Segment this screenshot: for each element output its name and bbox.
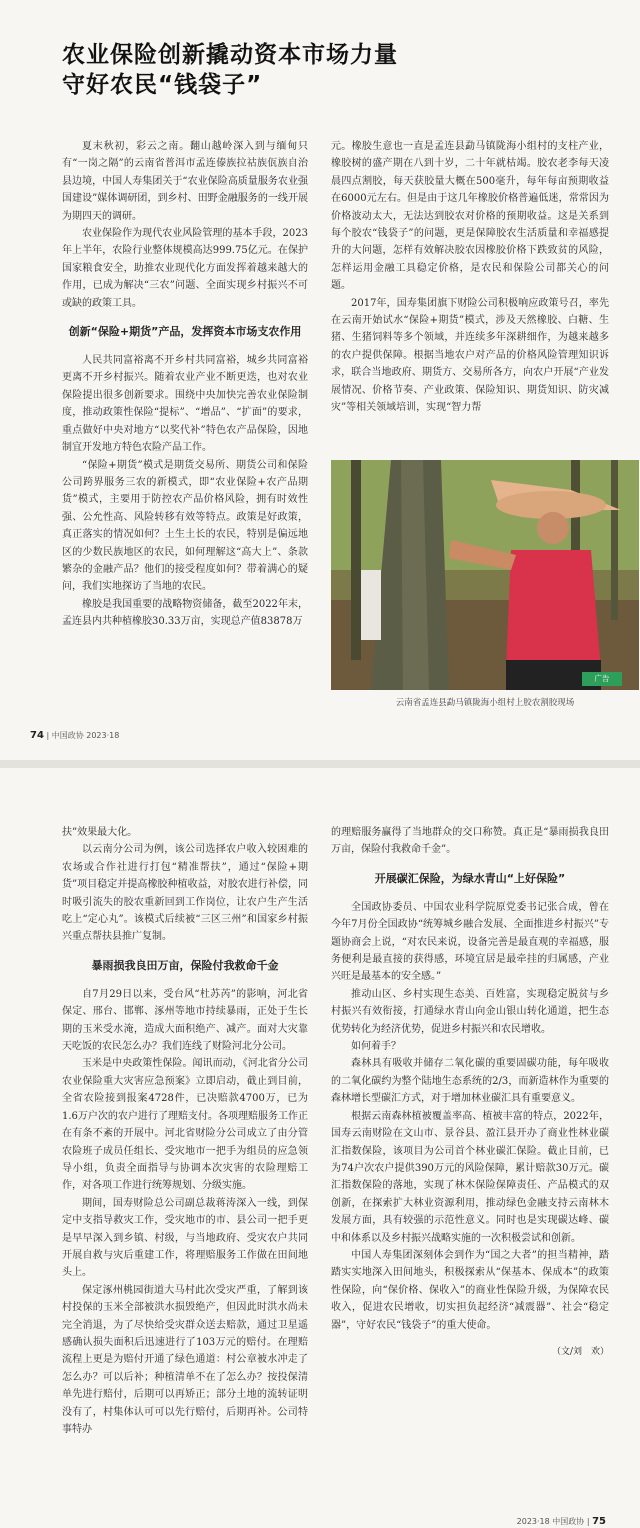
page75-left-column bbox=[62, 824, 308, 1512]
paragraph: 以云南分公司为例，该公司选择农户收入较困难的农场或合作社进行打包“精准帮扶”，通过“保险+期货”项目稳定并提高橡胶种植收益，对胶农进行补偿，同时吸引流失的胶农重新回到工作岗位，让农户生产生活吃上“定心丸”。该模式后续被“三区三州”和国家乡村振兴重点帮扶县推广复制。 bbox=[62, 844, 308, 943]
paragraph: 全国政协委员、中国农业科学院原党委书记张合成，曾在今年7月份全国政协“统筹城乡融合发展、全面推进乡村振兴”专题协商会上说，“对农民来说，设备完善是最直观的幸福感，服务便利是最直接的获得感，环境宜居是最牵挂的归属感，产业兴旺是最基本的安全感。” bbox=[331, 901, 609, 983]
paragraph: 元。橡胶生意也一直是孟连县勐马镇陇海小组村的支柱产业，橡胶树的盛产期在八到十岁，二十年就枯竭。胶农老李每天凌晨四点割胶，每天获胶量大概在500毫升，每年每亩预期收益在6000元左右。但是由于这几年橡胶价格普遍低迷，常常因为价格波动太大，无法达到胶农对价格的预期收益。这是关系到每个胶农“钱袋子”的问题，更是保障胶农生活质量和幸福感提升的大问题，怎样有效解决胶农因橡胶价格下跌致贫的风险，怎样运用金融工具稳定价格，是农民和保险公司都关心的问题。 bbox=[331, 141, 609, 292]
page-folio-74 bbox=[30, 730, 119, 741]
paragraph: 夏末秋初，彩云之南。翻山越岭深入到与缅甸只有“一岗之隔”的云南省普洱市孟连傣族拉祜族佤族自治县边境，中国人寿集团关于“农业保险高质量服务农业强国建设”媒体调研团，到乡村、田野金融服务的一线开展为期四天的调研。 bbox=[62, 141, 308, 222]
paragraph: 玉米是中央政策性保险。闻讯而动，《河北省分公司农业保险重大灾害应急预案》立即启动，截止到目前，全省农险接到报案4728件，已决赔款4700万，已为1.6万户次的农户进行了理赔支付。各项理赔服务工作正在有条不紊的开展中。河北省财险分公司成立了由分管农险班子成员任组长、受灾地市一把手为组员的应急领导小组，负责全面指导与协调本次灾害的农险理赔工作，对各项工作进行统筹规划、分级实施。 bbox=[62, 1058, 308, 1192]
paragraph: 自7月29日以来，受台风“杜苏芮”的影响，河北省保定、邢台、邯郸、涿州等地市持续暴雨，正处于生长期的玉米受水淹，造成大面积绝产、减产。面对大灾靠天吃饭的农民怎么办？我们连线了财险河北分公司。 bbox=[62, 988, 308, 1053]
paragraph: 根据云南森林植被覆盖率高、植被丰富的特点，2022年，国寿云南财险在文山市、景谷县、盈江县开办了商业性林业碳汇指数保险，该项目为公司首个林业碳汇保险。截止目前，已为74户次农户提供390万元的风险保障，累计赔款30万元。碳汇指数保险的落地，实现了林木保险保障责任、产品模式的双创新，在探索扩大林业资源利用，推动绿色金融支持云南林木发展方面，具有较强的示范性意义。同时也是实现碳达峰、碳中和体系以及乡村振兴战略实施的一次积极尝试和创新。 bbox=[331, 1110, 609, 1244]
paragraph: 农业保险作为现代农业风险管理的基本手段，2023年上半年，农险行业整体规模高达999.75亿元。在保护国家粮食安全，助推农业现代化方面发挥着越来越大的作用，已成为解决“三农”问题、全面实现乡村振兴不可或缺的政策工具。 bbox=[62, 228, 308, 309]
page75-right-column bbox=[331, 824, 609, 1494]
paragraph: 森林具有吸收并储存二氧化碳的重要固碳功能，每年吸收的二氧化碳约为整个陆地生态系统的2/3，而新造林作为重要的森林增长型碳汇方式，对于增加林业碳汇具有重要意义。 bbox=[331, 1058, 609, 1105]
magazine-issue: | 中国政协 2023·18 bbox=[46, 731, 120, 740]
section-heading: 开展碳汇保险，为绿水青山“上好保险” bbox=[374, 871, 566, 885]
paragraph: 推动山区、乡村实现生态美、百姓富，实现稳定脱贫与乡村振兴有效衔接，打通绿水青山向金山银山转化通道，把生态优势转化为经济优势，促进乡村振兴和农民增收。 bbox=[331, 988, 609, 1035]
photo-caption: 云南省孟连县勐马镇陇海小组村上胶农割胶现场 bbox=[395, 698, 575, 708]
page-number: 74 bbox=[30, 730, 44, 741]
section-heading: 暴雨损我良田万亩，保险付我救命千金 bbox=[91, 958, 279, 972]
paragraph: 保定涿州桃园街道大马村此次受灾严重，了解到该村投保的玉米全部被洪水损毁绝产，但因此时洪水尚未完全消退，为了尽快给受灾群众送去赔款，通过卫星遥感确认损失面积后迅速进行了103万元的赔付。在理赔流程上更是为赔付开通了绿色通道：村公章被水冲走了怎么办？可以后补；种植清单不在了怎么办？按投保清单先进行赔付，后期可以再矫正；部分土地的流转证明没有了，村集体认可可以先行赔付，后期再补。公司特事特办 bbox=[62, 1284, 308, 1435]
rubber-tapping-photo bbox=[331, 460, 639, 690]
page-75 bbox=[0, 768, 640, 1528]
page74-right-column bbox=[331, 138, 609, 456]
paragraph: “保险+期货”模式是期货交易所、期货公司和保险公司跨界服务三农的新模式，即“农业保险+农产品期货”模式，主要用于防控农产品价格风险，拥有时效性强、公允性高、风险转移有效等特点。政策是好政策，真正落实的情况如何？土生土长的农民，特别是偏远地区的少数民族地区的农民，如何理解这“高大上”、条款繁杂的金融产品？他们的接受程度如何？带着满心的疑问，我们实地探访了当地的农民。 bbox=[62, 459, 308, 593]
advertisement-badge: 广告 bbox=[582, 672, 622, 686]
paragraph: 期间，国寿财险总公司副总裁蒋涛深入一线，到保定中支指导救灾工作，受灾地市的市、县公司一把手更是早早深入到乡镇、村级，与当地政府、受灾农户共同开展自救与灾后重建工作，将理赔服务工作做在田间地头上。 bbox=[62, 1197, 308, 1279]
paragraph: 2017年，国寿集团旗下财险公司积极响应政策号召，率先在云南开始试水“保险+期货”模式，涉及天然橡胶、白糖、生猪、生猪饲料等多个领域，并连续多年深耕细作，为越来越多的农户提供保障。根据当地农户对产品的价格风险管理知识诉求，联合当地政府、期货方、交易所各方，向农户开展“产业发展情况、价格节奏、产业政策、保险知识、期货知识、防灾减灾”等相关领域培训，实现“智力帮 bbox=[331, 297, 609, 414]
page-folio-75 bbox=[517, 1516, 606, 1527]
section-heading: 创新“保险+期货”产品，发挥资本市场支农作用 bbox=[68, 325, 302, 339]
article-title bbox=[62, 40, 602, 100]
author-signature: （文/刘 欢） bbox=[551, 1346, 609, 1357]
page-divider bbox=[0, 760, 640, 768]
page74-left-column bbox=[62, 138, 308, 723]
paragraph: 如何着手？ bbox=[351, 1041, 401, 1053]
title-line-1: 农业保险创新撬动资本市场力量 bbox=[62, 42, 398, 68]
paragraph: 扶”效果最大化。 bbox=[62, 827, 138, 838]
paragraph: 中国人寿集团深刻体会到作为“国之大者”的担当精神，踏踏实实地深入田间地头，积极探索从“保基本、保成本”的政策性保险，向“保价格、保收入”的商业性保险升级，为保障农民收入，促进农民增收，切实担负起经济“减震器”、社会“稳定器”，守好农民“钱袋子”的重大使命。 bbox=[331, 1249, 609, 1331]
magazine-issue: 2023·18 中国政协 | bbox=[516, 1517, 590, 1526]
page-74 bbox=[0, 0, 640, 760]
paragraph: 橡胶是我国重要的战略物资储备，截至2022年末，孟连县内共种植橡胶30.33万亩，实现总产值83878万 bbox=[62, 598, 308, 628]
page-number: 75 bbox=[592, 1516, 606, 1527]
title-line-2: 守好农民“钱袋子” bbox=[62, 72, 263, 98]
paragraph: 的理赔服务赢得了当地群众的交口称赞。真正是“暴雨损我良田万亩，保险付我救命千金”。 bbox=[331, 827, 609, 856]
paragraph: 人民共同富裕离不开乡村共同富裕，城乡共同富裕更离不开乡村振兴。随着农业产业不断更迭，也对农业保险提出很多创新要求。围绕中央加快完善农业保险制度，推动政策性保险“提标”、“增品”、“扩面”的要求，重点做好中央对地方“以奖代补”特色农产品保险，因地制宜开发地方特色农险产品工作。 bbox=[62, 355, 308, 454]
